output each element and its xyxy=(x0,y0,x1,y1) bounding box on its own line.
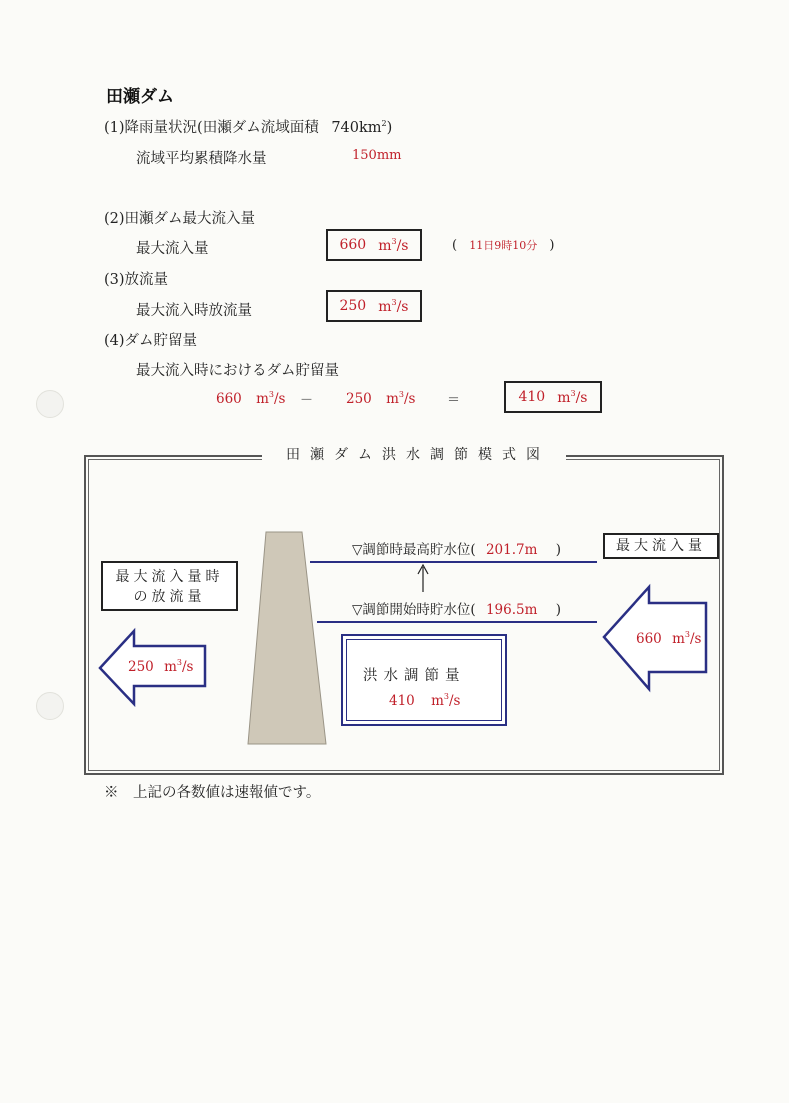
unit-sup: 3 xyxy=(684,630,690,639)
max-inflow-diagram-label: 最大流入量 xyxy=(603,533,719,559)
outflow-label-line1: 最大流入量時 xyxy=(115,569,224,585)
inflow-arrow-value xyxy=(636,630,701,647)
section-2-label: (2)田瀬ダム最大流入量 xyxy=(104,211,256,227)
max-inflow-label: 最大流入量 xyxy=(136,241,209,257)
time-open: ( xyxy=(452,238,458,253)
unit-m: m xyxy=(557,389,571,406)
unit-m: m xyxy=(386,391,399,407)
unit-m: m xyxy=(672,631,685,647)
diagram-title: 田瀬ダム洪水調節模式図 xyxy=(262,444,566,464)
storage-label: 最大流入時におけるダム貯留量 xyxy=(136,363,339,379)
flood-control-box xyxy=(341,634,507,726)
catchment-area-close: ) xyxy=(386,120,393,136)
unit-tail: /s xyxy=(181,659,194,675)
outflow-label: 最大流入時放流量 xyxy=(136,303,252,319)
outflow-arrow-unit xyxy=(164,659,193,675)
unit-tail: /s xyxy=(448,693,461,709)
control-value: 410 xyxy=(389,693,415,709)
start-level-value: 196.5m xyxy=(485,602,538,618)
outflow-arrow-value xyxy=(128,658,193,675)
top-level-close: ) xyxy=(555,542,561,558)
unit-m: m xyxy=(378,237,392,254)
dam-body xyxy=(248,532,326,744)
unit-sup: 3 xyxy=(176,658,182,667)
rainfall-label: 流域平均累積降水量 xyxy=(136,151,267,167)
outflow-value: 250 xyxy=(339,298,367,314)
unit-sup: 3 xyxy=(443,692,449,701)
unit-tail: /s xyxy=(403,391,416,407)
unit-tail: /s xyxy=(396,237,409,254)
max-inflow-value: 660 xyxy=(339,237,367,253)
unit-sup: 3 xyxy=(570,388,576,398)
unit-sup: 3 xyxy=(391,297,397,307)
max-inflow-time-value: 11日9時10分 xyxy=(469,239,538,252)
outflow-arrow-num: 250 xyxy=(128,659,154,675)
control-unit xyxy=(431,693,460,709)
storage-b-value: 250 xyxy=(346,391,372,407)
top-level-value: 201.7m xyxy=(485,542,538,558)
page-title: 田瀬ダム xyxy=(106,87,174,107)
unit-sup: 3 xyxy=(268,390,274,399)
unit-sup: 3 xyxy=(391,236,397,246)
time-close: ) xyxy=(549,238,555,253)
unit-m: m xyxy=(256,391,269,407)
start-level-label xyxy=(352,598,561,618)
outflow-diagram-label xyxy=(101,561,238,611)
top-level-text: ▽調節時最高貯水位( xyxy=(352,542,476,558)
start-level-close: ) xyxy=(555,602,561,618)
storage-result-value: 410 xyxy=(518,389,546,405)
top-level-label xyxy=(352,538,561,558)
unit-m: m xyxy=(431,693,444,709)
unit-tail: /s xyxy=(396,298,409,315)
unit-tail: /s xyxy=(575,389,588,406)
unit-m: m xyxy=(164,659,177,675)
catchment-area-sup: 2 xyxy=(381,119,387,128)
outflow-label-line2: の放流量 xyxy=(133,589,206,605)
inflow-value: 660 xyxy=(636,631,662,647)
flood-control-label: 洪水調節量 xyxy=(363,668,466,684)
unit-tail: /s xyxy=(689,631,702,647)
unit-tail: /s xyxy=(273,391,286,407)
start-water-level-line xyxy=(317,621,597,623)
unit-m: m xyxy=(378,298,392,315)
catchment-area-value: 740km xyxy=(331,120,382,136)
minus-sign: － xyxy=(300,393,314,408)
flood-control-value xyxy=(389,692,460,709)
section-3-label: (3)放流量 xyxy=(104,272,169,288)
equals-sign: ＝ xyxy=(447,393,461,408)
start-level-text: ▽調節開始時貯水位( xyxy=(352,602,476,618)
section-1-text: (1)降雨量状況(田瀬ダム流域面積 xyxy=(104,120,319,136)
rainfall-value: 150mm xyxy=(352,148,402,163)
unit-sup: 3 xyxy=(398,390,404,399)
section-4-label: (4)ダム貯留量 xyxy=(104,333,198,349)
inflow-unit xyxy=(672,631,701,647)
footnote: ※ 上記の各数値は速報値です。 xyxy=(104,785,321,801)
top-water-level-line xyxy=(310,561,597,563)
storage-a-value: 660 xyxy=(216,391,242,407)
